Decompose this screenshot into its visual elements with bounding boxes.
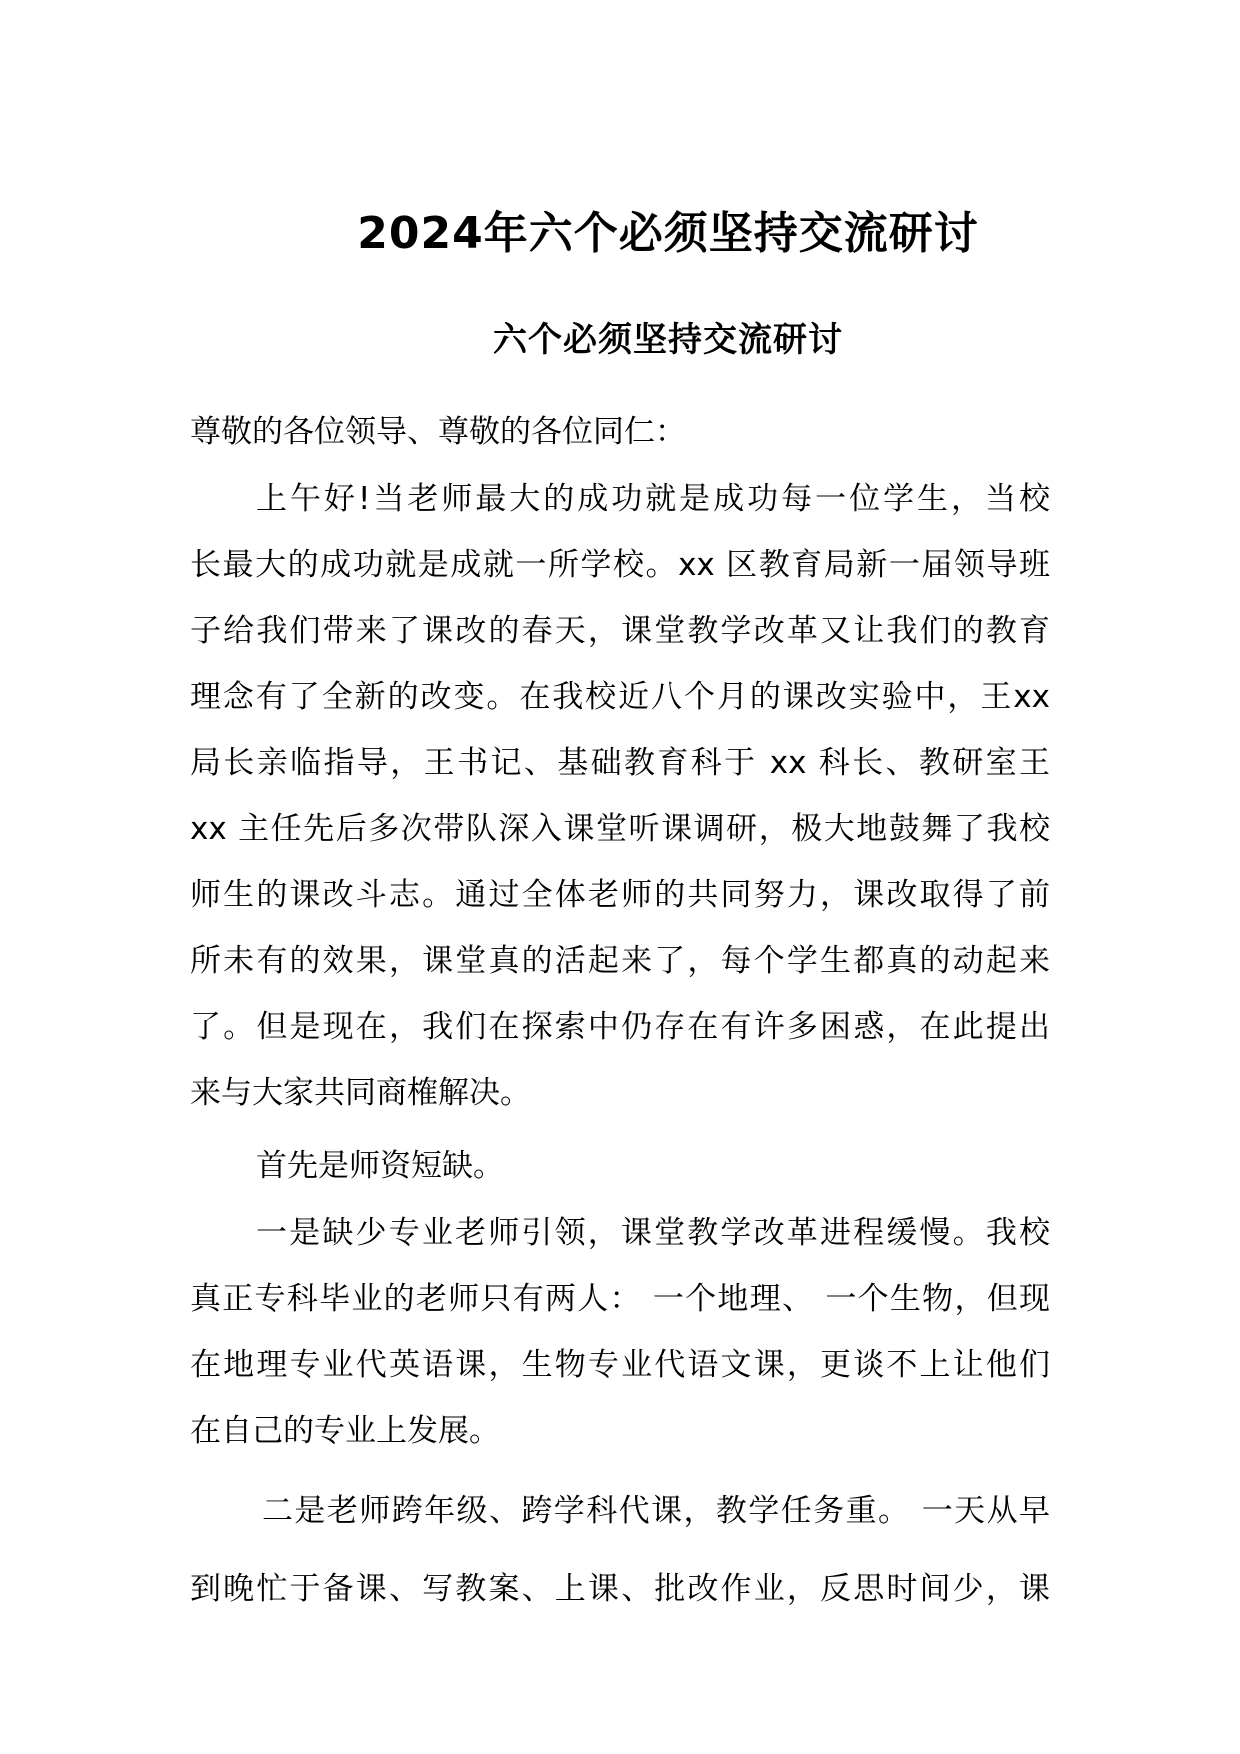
paragraph-2 [190, 1133, 1050, 1199]
document-subtitle: 六个必须坚持交流研讨 [493, 320, 843, 360]
salutation: 尊敬的各位领导、尊敬的各位同仁： [190, 414, 686, 450]
paragraph-line: 在自己的专业上发展。 [190, 1413, 500, 1449]
paragraph-line: 到晚忙于备课、写教案、上课、批改作业，反思时间少，课 [190, 1571, 1050, 1607]
paragraph-line: 在地理专业代英语课，生物专业代语文课，更谈不上让他们 [190, 1347, 1050, 1383]
paragraph-line: 二是老师跨年级、跨学科代课，教学任务重。 一天从早 [262, 1493, 1050, 1529]
paragraph-line: xx 主任先后多次带队深入课堂听课调研，极大地鼓舞了我校 [190, 811, 1050, 847]
document-title: 2024年六个必须坚持交流研讨 [357, 208, 979, 259]
paragraph-line: 了。但是现在，我们在探索中仍存在有许多困惑，在此提出 [190, 1009, 1050, 1045]
paragraph-line: 上午好!当老师最大的成功就是成功每一位学生，当校 [256, 481, 1050, 517]
paragraph-line: 理念有了全新的改变。在我校近八个月的课改实验中，王xx [190, 679, 1050, 715]
paragraph-line: 长最大的成功就是成就一所学校。xx 区教育局新一届领导班 [190, 547, 1050, 583]
paragraph-line: 局长亲临指导，王书记、基础教育科于 xx 科长、教研室王 [190, 745, 1050, 781]
paragraph-line: 首先是师资短缺。 [256, 1148, 504, 1184]
paragraph-line: 来与大家共同商榷解决。 [190, 1075, 531, 1111]
paragraph-3 [190, 1200, 1050, 1464]
paragraph-line: 一是缺少专业老师引领，课堂教学改革进程缓慢。我校 [256, 1215, 1050, 1251]
paragraph-line: 真正专科毕业的老师只有两人： 一个地理、 一个生物，但现 [190, 1281, 1050, 1317]
paragraph-line: 所未有的效果，课堂真的活起来了，每个学生都真的动起来 [190, 943, 1050, 979]
paragraph-line: 子给我们带来了课改的春天，课堂教学改革又让我们的教育 [190, 613, 1050, 649]
paragraph-4 [190, 1472, 1050, 1628]
paragraph-line: 师生的课改斗志。通过全体老师的共同努力，课改取得了前 [190, 877, 1050, 913]
paragraph-1 [190, 466, 1050, 1126]
